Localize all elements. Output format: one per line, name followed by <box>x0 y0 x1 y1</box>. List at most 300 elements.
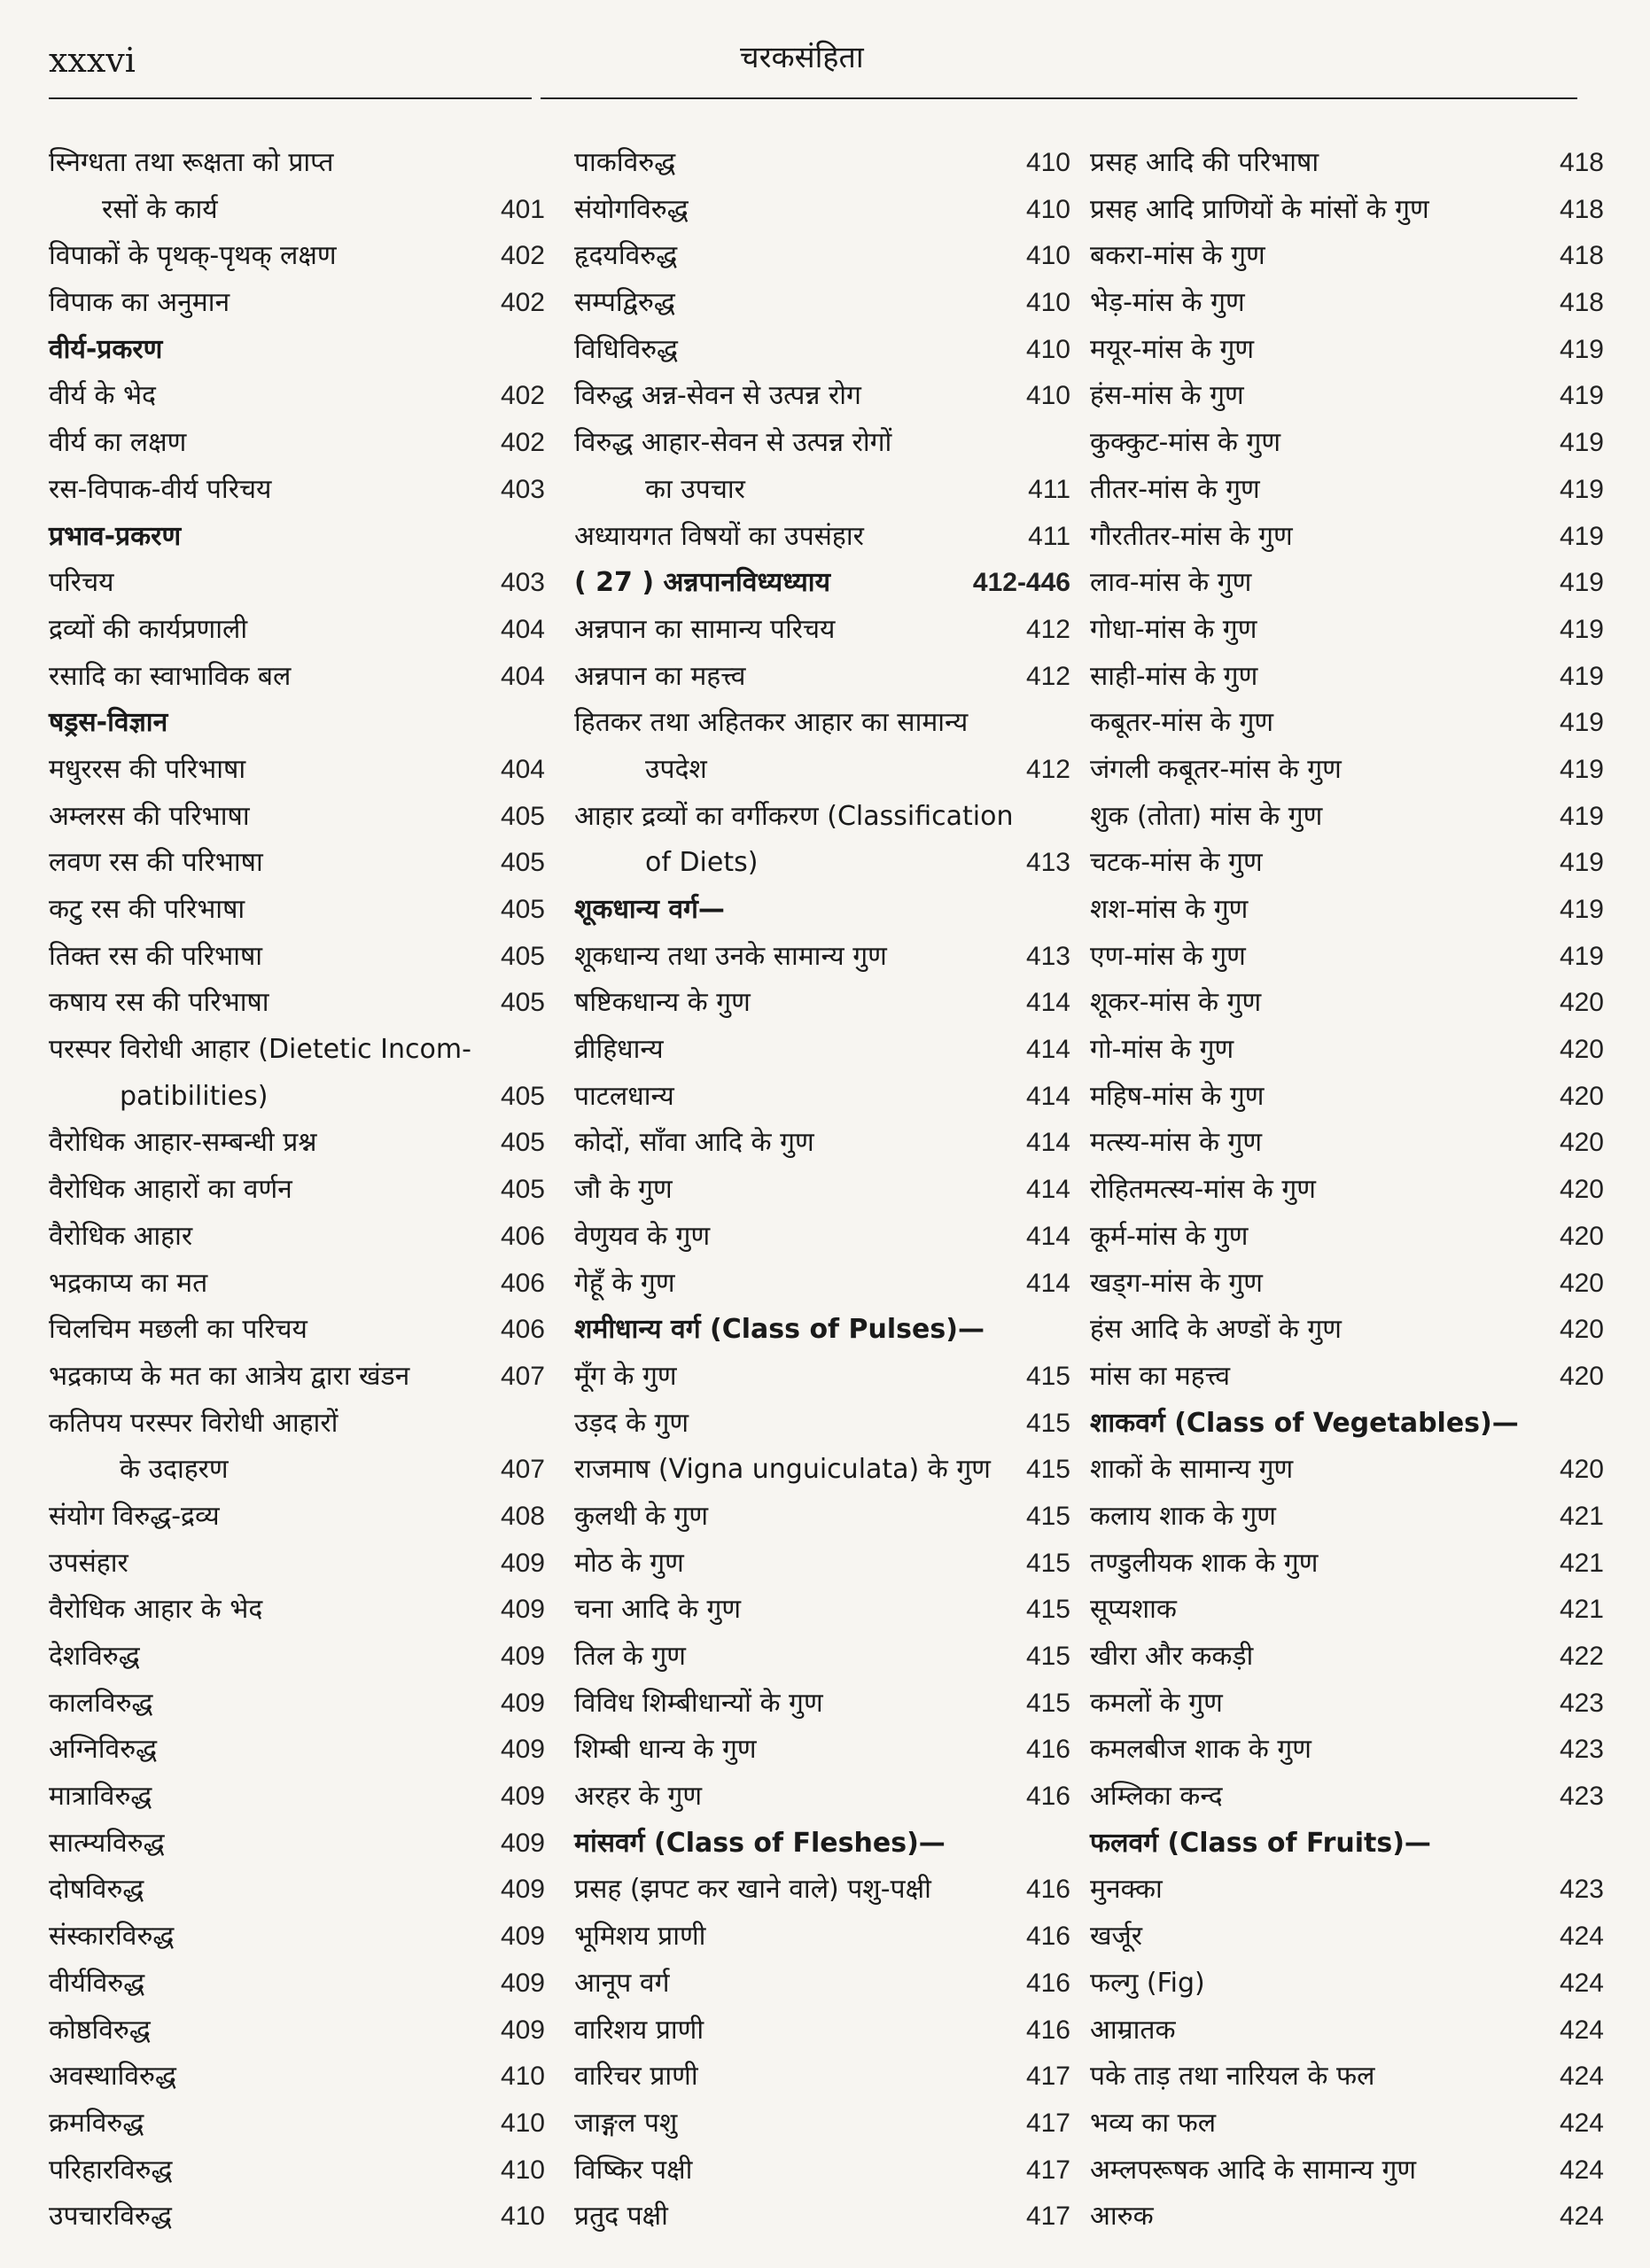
toc-entry-page: 419 <box>1559 521 1604 551</box>
toc-entry-page: 419 <box>1559 661 1604 691</box>
toc-entry-title: विपाकों के पृथक्-पृथक् लक्षण <box>49 240 337 272</box>
toc-entry-page: 419 <box>1559 428 1604 458</box>
toc-entry-title: प्रभाव-प्रकरण <box>49 520 182 552</box>
toc-entry-title: द्रव्यों की कार्यप्रणाली <box>49 613 248 645</box>
toc-entry <box>574 840 1070 887</box>
toc-entry <box>1090 2101 1604 2148</box>
toc-entry-page: 420 <box>1559 1035 1604 1065</box>
toc-entry-title: अन्नपान का सामान्य परिचय <box>574 613 836 645</box>
toc-entry-page: 419 <box>1559 941 1604 971</box>
toc-entry-title: के उदाहरण <box>120 1454 229 1486</box>
toc-entry-title: प्रसह (झपट कर खाने वाले) पशु-पक्षी <box>574 1874 931 1906</box>
toc-entry <box>1090 420 1604 467</box>
toc-entry-page: 414 <box>1025 1221 1070 1251</box>
toc-entry <box>574 1120 1070 1167</box>
toc-entry <box>49 980 545 1027</box>
toc-entry-title: कलाय शाक के गुण <box>1090 1500 1276 1532</box>
toc-entry-title: अम्लिका कन्द <box>1090 1781 1223 1813</box>
toc-entry-title: of Diets) <box>645 847 759 879</box>
toc-entry-title: पाकविरुद्ध <box>574 147 676 178</box>
toc-entry-page: 423 <box>1559 1782 1604 1812</box>
toc-entry-page: 414 <box>1025 1081 1070 1111</box>
toc-entry-title: फल्गु (Fig) <box>1090 1967 1205 1999</box>
toc-entry-title: अवस्थाविरुद्ध <box>49 2061 176 2093</box>
toc-entry-title: लवण रस की परिभाषा <box>49 847 263 879</box>
toc-entry-page: 417 <box>1025 2202 1070 2232</box>
toc-entry <box>49 654 545 701</box>
toc-entry <box>574 1027 1070 1074</box>
toc-section-heading <box>574 887 1070 934</box>
toc-column-3 <box>1090 140 1604 2241</box>
toc-entry-page: 419 <box>1559 614 1604 644</box>
toc-entry-title: हितकर तथा अहितकर आहार का सामान्य <box>574 707 969 739</box>
toc-entry-title: कालविरुद्ध <box>49 1687 153 1719</box>
toc-entry-title: साही-मांस के गुण <box>1090 660 1258 692</box>
toc-entry-title: कषाय रस की परिभाषा <box>49 987 269 1019</box>
toc-entry-title: गो-मांस के गुण <box>1090 1034 1234 1066</box>
toc-entry <box>574 1727 1070 1774</box>
toc-entry-title: वैरोधिक आहारों का वर्णन <box>49 1174 292 1206</box>
toc-entry-title: वीर्य का लक्षण <box>49 427 187 459</box>
toc-entry <box>49 1587 545 1634</box>
toc-entry <box>574 233 1070 280</box>
toc-entry-title: षष्टिकधान्य के गुण <box>574 987 751 1019</box>
toc-entry-page: 415 <box>1025 1501 1070 1531</box>
toc-entry-title: उपदेश <box>645 753 707 785</box>
toc-entry-page: 409 <box>500 1548 545 1578</box>
toc-entry-title: रसों के कार्य <box>102 193 218 225</box>
toc-entry-title: भेड़-मांस के गुण <box>1090 287 1245 319</box>
toc-entry-page: 424 <box>1559 1968 1604 1998</box>
toc-entry-title: लाव-मांस के गुण <box>1090 567 1252 599</box>
toc-entry-page: 410 <box>1025 334 1070 364</box>
toc-entry-title: जाङ्गल पशु <box>574 2107 678 2139</box>
toc-entry <box>574 514 1070 561</box>
toc-entry-title: षड्रस-विज्ञान <box>49 707 168 739</box>
toc-entry-title: भद्रकाप्य का मत <box>49 1267 208 1299</box>
toc-entry <box>1090 700 1604 747</box>
toc-entry <box>49 1774 545 1821</box>
toc-entry <box>1090 1727 1604 1774</box>
toc-entry-page: 410 <box>1025 241 1070 271</box>
toc-entry-page: 419 <box>1559 708 1604 738</box>
toc-entry-title: कतिपय परस्पर विरोधी आहारों <box>49 1407 339 1439</box>
toc-entry-page: 406 <box>500 1268 545 1298</box>
toc-entry <box>49 1261 545 1308</box>
toc-entry-page: 412-446 <box>972 568 1070 598</box>
toc-entry-page: 403 <box>500 474 545 504</box>
toc-entry-page: 419 <box>1559 895 1604 924</box>
toc-entry-title: आहार द्रव्यों का वर्गीकरण (Classification <box>574 800 1014 832</box>
toc-entry <box>49 1914 545 1961</box>
toc-entry-page: 420 <box>1559 1315 1604 1345</box>
toc-entry-page: 415 <box>1025 1455 1070 1485</box>
toc-entry-page: 410 <box>1025 381 1070 411</box>
toc-entry-title: मुनक्का <box>1090 1874 1163 1906</box>
toc-entry <box>1090 1307 1604 1354</box>
toc-entry-title: विरुद्ध आहार-सेवन से उत्पन्न रोगों <box>574 427 892 459</box>
toc-entry-page: 409 <box>500 1875 545 1905</box>
toc-entry <box>574 1774 1070 1821</box>
toc-entry-page: 416 <box>1025 1922 1070 1952</box>
toc-entry <box>1090 887 1604 934</box>
toc-entry-title: अम्लपरूषक आदि के सामान्य गुण <box>1090 2154 1417 2186</box>
toc-entry-page: 418 <box>1559 288 1604 318</box>
toc-entry <box>574 607 1070 654</box>
toc-entry-page: 404 <box>500 754 545 784</box>
toc-entry-title: शुक (तोता) मांस के गुण <box>1090 800 1323 832</box>
toc-entry <box>574 1541 1070 1588</box>
toc-entry-page: 406 <box>500 1315 545 1345</box>
toc-entry-title: विरुद्ध अन्न-सेवन से उत्पन्न रोग <box>574 380 861 412</box>
toc-entry-page: 420 <box>1559 1175 1604 1205</box>
toc-entry-page: 415 <box>1025 1642 1070 1671</box>
toc-entry <box>49 1214 545 1261</box>
toc-section-heading <box>49 700 545 747</box>
toc-entry <box>1090 1261 1604 1308</box>
toc-entry-title: आरुक <box>1090 2201 1154 2233</box>
toc-entry-title: पाटलधान्य <box>574 1080 674 1112</box>
toc-entry-title: हृदयविरुद्ध <box>574 240 678 272</box>
toc-entry <box>574 280 1070 327</box>
toc-entry <box>49 887 545 934</box>
toc-entry-page: 416 <box>1025 1968 1070 1998</box>
toc-entry <box>574 1401 1070 1448</box>
toc-entry <box>1090 560 1604 607</box>
toc-entry-title: परिहारविरुद्ध <box>49 2154 173 2186</box>
toc-section-heading <box>574 560 1070 607</box>
toc-entry-page: 421 <box>1559 1548 1604 1578</box>
toc-entry-page: 413 <box>1025 848 1070 878</box>
toc-entry <box>574 747 1070 794</box>
toc-entry <box>574 654 1070 701</box>
toc-entry <box>1090 607 1604 654</box>
toc-entry-title: भद्रकाप्य के मत का आत्रेय द्वारा खंडन <box>49 1360 410 1392</box>
toc-entry <box>49 2054 545 2101</box>
toc-entry-page: 407 <box>500 1361 545 1391</box>
toc-entry-page: 414 <box>1025 1128 1070 1158</box>
toc-entry-page: 419 <box>1559 474 1604 504</box>
toc-entry-title: वीर्यविरुद्ध <box>49 1967 145 1999</box>
toc-entry-title: मत्स्य-मांस के गुण <box>1090 1127 1263 1159</box>
toc-entry-title: रसादि का स्वाभाविक बल <box>49 660 292 692</box>
toc-entry-title: उड़द के गुण <box>574 1407 689 1439</box>
toc-entry <box>49 467 545 514</box>
toc-entry <box>1090 1961 1604 2008</box>
toc-entry <box>574 1634 1070 1681</box>
toc-entry-page: 414 <box>1025 1175 1070 1205</box>
toc-entry-title: भूमिशय प्राणी <box>574 1921 706 1953</box>
header-rule-left <box>49 97 532 99</box>
toc-entry-title: प्रतुद पक्षी <box>574 2201 668 2233</box>
toc-entry-title: उपसंहार <box>49 1547 128 1579</box>
toc-entry <box>1090 373 1604 420</box>
toc-entry <box>574 1914 1070 1961</box>
toc-entry-page: 402 <box>500 428 545 458</box>
toc-entry-page: 424 <box>1559 2155 1604 2185</box>
toc-entry <box>574 1167 1070 1214</box>
toc-entry <box>1090 1447 1604 1494</box>
toc-entry-title: भव्य का फल <box>1090 2107 1217 2139</box>
toc-entry <box>49 1821 545 1868</box>
toc-entry-title: कोष्ठविरुद्ध <box>49 2014 151 2046</box>
toc-entry-title: शूकधान्य तथा उनके सामान्य गुण <box>574 940 887 972</box>
toc-entry-title: वारिशय प्राणी <box>574 2014 704 2046</box>
toc-entry-page: 410 <box>500 2062 545 2092</box>
toc-entry-page: 404 <box>500 661 545 691</box>
toc-entry-title: जौ के गुण <box>574 1174 673 1206</box>
toc-entry-page: 406 <box>500 1221 545 1251</box>
toc-entry-title: प्रसह आदि की परिभाषा <box>1090 147 1319 178</box>
toc-entry <box>574 1961 1070 2008</box>
toc-entry <box>49 747 545 794</box>
toc-entry-page: 404 <box>500 614 545 644</box>
toc-section-heading <box>49 514 545 561</box>
toc-entry <box>574 794 1070 841</box>
toc-entry-page: 409 <box>500 1922 545 1952</box>
toc-entry-page: 423 <box>1559 1735 1604 1765</box>
toc-entry-page: 405 <box>500 1081 545 1111</box>
toc-entry <box>1090 1634 1604 1681</box>
toc-entry <box>574 1074 1070 1121</box>
toc-entry <box>49 1727 545 1774</box>
toc-entry <box>49 1681 545 1728</box>
toc-entry-page: 419 <box>1559 801 1604 831</box>
toc-entry-title: वेणुयव के गुण <box>574 1220 711 1252</box>
toc-column-2 <box>574 140 1070 2241</box>
toc-entry-title: मयूर-मांस के गुण <box>1090 333 1255 365</box>
toc-entry-page: 402 <box>500 241 545 271</box>
toc-entry-page: 421 <box>1559 1501 1604 1531</box>
toc-entry <box>574 1867 1070 1914</box>
toc-section-heading <box>49 327 545 374</box>
toc-entry-page: 418 <box>1559 194 1604 224</box>
toc-entry-page: 419 <box>1559 568 1604 598</box>
toc-entry-page: 420 <box>1559 1361 1604 1391</box>
toc-entry-title: संस्कारविरुद्ध <box>49 1921 175 1953</box>
toc-entry-page: 412 <box>1025 661 1070 691</box>
toc-entry-page: 422 <box>1559 1642 1604 1671</box>
toc-entry <box>1090 2148 1604 2194</box>
toc-entry <box>574 1494 1070 1541</box>
toc-entry <box>49 2194 545 2241</box>
toc-entry-page: 410 <box>500 2202 545 2232</box>
toc-entry-page: 424 <box>1559 2108 1604 2138</box>
toc-section-heading <box>574 1821 1070 1868</box>
toc-entry-title: चिलचिम मछली का परिचय <box>49 1314 307 1346</box>
toc-entry-title: हंस-मांस के गुण <box>1090 380 1244 412</box>
toc-entry-title: परस्पर विरोधी आहार (Dietetic Incom- <box>49 1034 471 1066</box>
toc-entry <box>49 1447 545 1494</box>
toc-entry-title: आम्रातक <box>1090 2014 1176 2046</box>
toc-entry <box>574 2194 1070 2241</box>
toc-entry <box>574 1681 1070 1728</box>
toc-entry-title: शश-मांस के गुण <box>1090 894 1249 925</box>
toc-entry-page: 414 <box>1025 1035 1070 1065</box>
toc-entry-title: पके ताड़ तथा नारियल के फल <box>1090 2061 1375 2093</box>
toc-entry-title: परिचय <box>49 567 114 599</box>
toc-entry <box>49 560 545 607</box>
toc-entry <box>49 187 545 234</box>
toc-section-heading <box>1090 1821 1604 1868</box>
toc-entry-page: 415 <box>1025 1548 1070 1578</box>
toc-entry-title: कमलबीज शाक के गुण <box>1090 1734 1311 1766</box>
toc-entry-title: विपाक का अनुमान <box>49 287 230 319</box>
toc-entry-page: 409 <box>500 1688 545 1718</box>
page-header <box>49 35 1586 106</box>
toc-entry <box>49 2008 545 2054</box>
toc-entry <box>1090 1867 1604 1914</box>
toc-entry <box>1090 840 1604 887</box>
toc-entry-page: 416 <box>1025 1735 1070 1765</box>
toc-entry-title: चटक-मांस के गुण <box>1090 847 1263 879</box>
toc-entry-page: 416 <box>1025 1782 1070 1812</box>
toc-entry-title: मात्राविरुद्ध <box>49 1781 152 1813</box>
toc-entry-title: एण-मांस के गुण <box>1090 940 1246 972</box>
toc-entry-title: विष्किर पक्षी <box>574 2154 693 2186</box>
toc-entry-page: 419 <box>1559 334 1604 364</box>
toc-entry-page: 420 <box>1559 988 1604 1018</box>
toc-entry-title: चना आदि के गुण <box>574 1594 742 1626</box>
toc-entry <box>574 140 1070 187</box>
toc-entry-page: 415 <box>1025 1408 1070 1438</box>
toc-entry-title: शूकर-मांस के गुण <box>1090 987 1262 1019</box>
toc-entry-title: प्रसह आदि प्राणियों के मांसों के गुण <box>1090 193 1429 225</box>
toc-entry-page: 402 <box>500 381 545 411</box>
toc-section-heading <box>1090 1401 1604 1448</box>
toc-entry-page: 419 <box>1559 754 1604 784</box>
toc-entry-page: 415 <box>1025 1361 1070 1391</box>
toc-entry <box>574 2148 1070 2194</box>
toc-entry-page: 417 <box>1025 2108 1070 2138</box>
toc-entry-title: मांस का महत्त्व <box>1090 1360 1231 1392</box>
toc-entry-title: तीतर-मांस के गुण <box>1090 473 1260 505</box>
toc-entry-title: वीर्य-प्रकरण <box>49 333 163 365</box>
toc-entry <box>574 420 1070 467</box>
toc-entry-title: कुक्कुट-मांस के गुण <box>1090 427 1281 459</box>
toc-column-1 <box>49 140 545 2241</box>
toc-entry <box>49 1074 545 1121</box>
toc-entry <box>49 607 545 654</box>
toc-entry <box>49 1867 545 1914</box>
toc-entry <box>49 1401 545 1448</box>
toc-entry <box>49 1961 545 2008</box>
toc-entry <box>1090 1774 1604 1821</box>
page-number: xxxvi <box>49 41 136 80</box>
toc-entry-page: 410 <box>1025 148 1070 177</box>
toc-entry-title: देशविरुद्ध <box>49 1641 140 1672</box>
toc-entry-page: 405 <box>500 848 545 878</box>
toc-entry <box>1090 187 1604 234</box>
toc-entry <box>574 1214 1070 1261</box>
toc-entry-title: स्निग्धता तथा रूक्षता को प्राप्त <box>49 147 334 178</box>
toc-entry-page: 418 <box>1559 148 1604 177</box>
toc-entry-page: 412 <box>1025 754 1070 784</box>
toc-entry-title: सम्पद्विरुद्ध <box>574 287 675 319</box>
toc-entry-title: कोदों, साँवा आदि के गुण <box>574 1127 814 1159</box>
toc-entry <box>574 1261 1070 1308</box>
toc-entry-title: वैरोधिक आहार-सम्बन्धी प्रश्न <box>49 1127 317 1159</box>
toc-entry <box>49 934 545 981</box>
toc-entry-title: अन्नपान का महत्त्व <box>574 660 746 692</box>
toc-entry-page: 405 <box>500 988 545 1018</box>
toc-entry <box>1090 1074 1604 1121</box>
toc-entry <box>574 2008 1070 2054</box>
toc-entry-title: आनूप वर्ग <box>574 1967 670 1999</box>
toc-entry <box>1090 794 1604 841</box>
toc-entry-page: 410 <box>1025 288 1070 318</box>
toc-entry-title: रोहितमत्स्य-मांस के गुण <box>1090 1174 1316 1206</box>
toc-entry-page: 417 <box>1025 2062 1070 2092</box>
toc-entry-title: वैरोधिक आहार के भेद <box>49 1594 263 1626</box>
toc-entry <box>1090 1587 1604 1634</box>
toc-entry <box>574 934 1070 981</box>
toc-entry-page: 408 <box>500 1501 545 1531</box>
toc-entry-title: मोठ के गुण <box>574 1547 684 1579</box>
toc-entry <box>1090 327 1604 374</box>
toc-entry <box>1090 654 1604 701</box>
toc-entry-title: खीरा और ककड़ी <box>1090 1641 1254 1672</box>
toc-entry <box>49 1167 545 1214</box>
toc-entry-page: 419 <box>1559 848 1604 878</box>
toc-entry <box>49 280 545 327</box>
toc-entry <box>1090 280 1604 327</box>
toc-entry-page: 415 <box>1025 1688 1070 1718</box>
toc-entry-title: मांसवर्ग (Class of Fleshes)— <box>574 1827 946 1859</box>
toc-entry <box>49 233 545 280</box>
toc-entry-title: शिम्बी धान्य के गुण <box>574 1734 757 1766</box>
toc-entry <box>1090 514 1604 561</box>
toc-entry-title: तण्डुलीयक शाक के गुण <box>1090 1547 1319 1579</box>
toc-entry <box>49 1307 545 1354</box>
toc-entry <box>1090 980 1604 1027</box>
toc-entry-title: कबूतर-मांस के गुण <box>1090 707 1274 739</box>
toc-entry-page: 423 <box>1559 1875 1604 1905</box>
toc-entry-page: 424 <box>1559 2202 1604 2232</box>
toc-entry-page: 412 <box>1025 614 1070 644</box>
toc-entry <box>1090 1214 1604 1261</box>
toc-entry-title: फलवर्ग (Class of Fruits)— <box>1090 1827 1431 1859</box>
toc-entry-title: वैरोधिक आहार <box>49 1220 193 1252</box>
toc-entry-page: 410 <box>500 2108 545 2138</box>
toc-entry-page: 405 <box>500 1175 545 1205</box>
toc-entry-title: सूप्यशाक <box>1090 1594 1177 1626</box>
toc-entry-title: विधिविरुद्ध <box>574 333 679 365</box>
toc-entry <box>574 2054 1070 2101</box>
toc-entry-page: 424 <box>1559 2015 1604 2045</box>
toc-entry-title: कमलों के गुण <box>1090 1687 1223 1719</box>
toc-entry-title: शूकधान्य वर्ग— <box>574 894 725 925</box>
toc-entry-page: 414 <box>1025 1268 1070 1298</box>
toc-entry <box>574 1354 1070 1401</box>
toc-entry-title: दोषविरुद्ध <box>49 1874 144 1906</box>
toc-entry <box>1090 747 1604 794</box>
toc-entry <box>574 327 1070 374</box>
toc-entry-title: शाकों के सामान्य गुण <box>1090 1454 1294 1486</box>
toc-entry-page: 410 <box>500 2155 545 2185</box>
toc-entry-title: गौरतीतर-मांस के गुण <box>1090 520 1293 552</box>
toc-entry <box>574 700 1070 747</box>
toc-entry-title: मूँग के गुण <box>574 1360 677 1392</box>
toc-entry-title: अध्यायगत विषयों का उपसंहार <box>574 520 864 552</box>
toc-entry-title: गेहूँ के गुण <box>574 1267 675 1299</box>
toc-entry <box>1090 2194 1604 2241</box>
toc-entry-title: विविध शिम्बीधान्यों के गुण <box>574 1687 823 1719</box>
toc-entry <box>1090 1167 1604 1214</box>
header-rule-right <box>541 97 1577 99</box>
toc-entry <box>1090 1914 1604 1961</box>
toc-entry-title: वारिचर प्राणी <box>574 2061 698 2093</box>
